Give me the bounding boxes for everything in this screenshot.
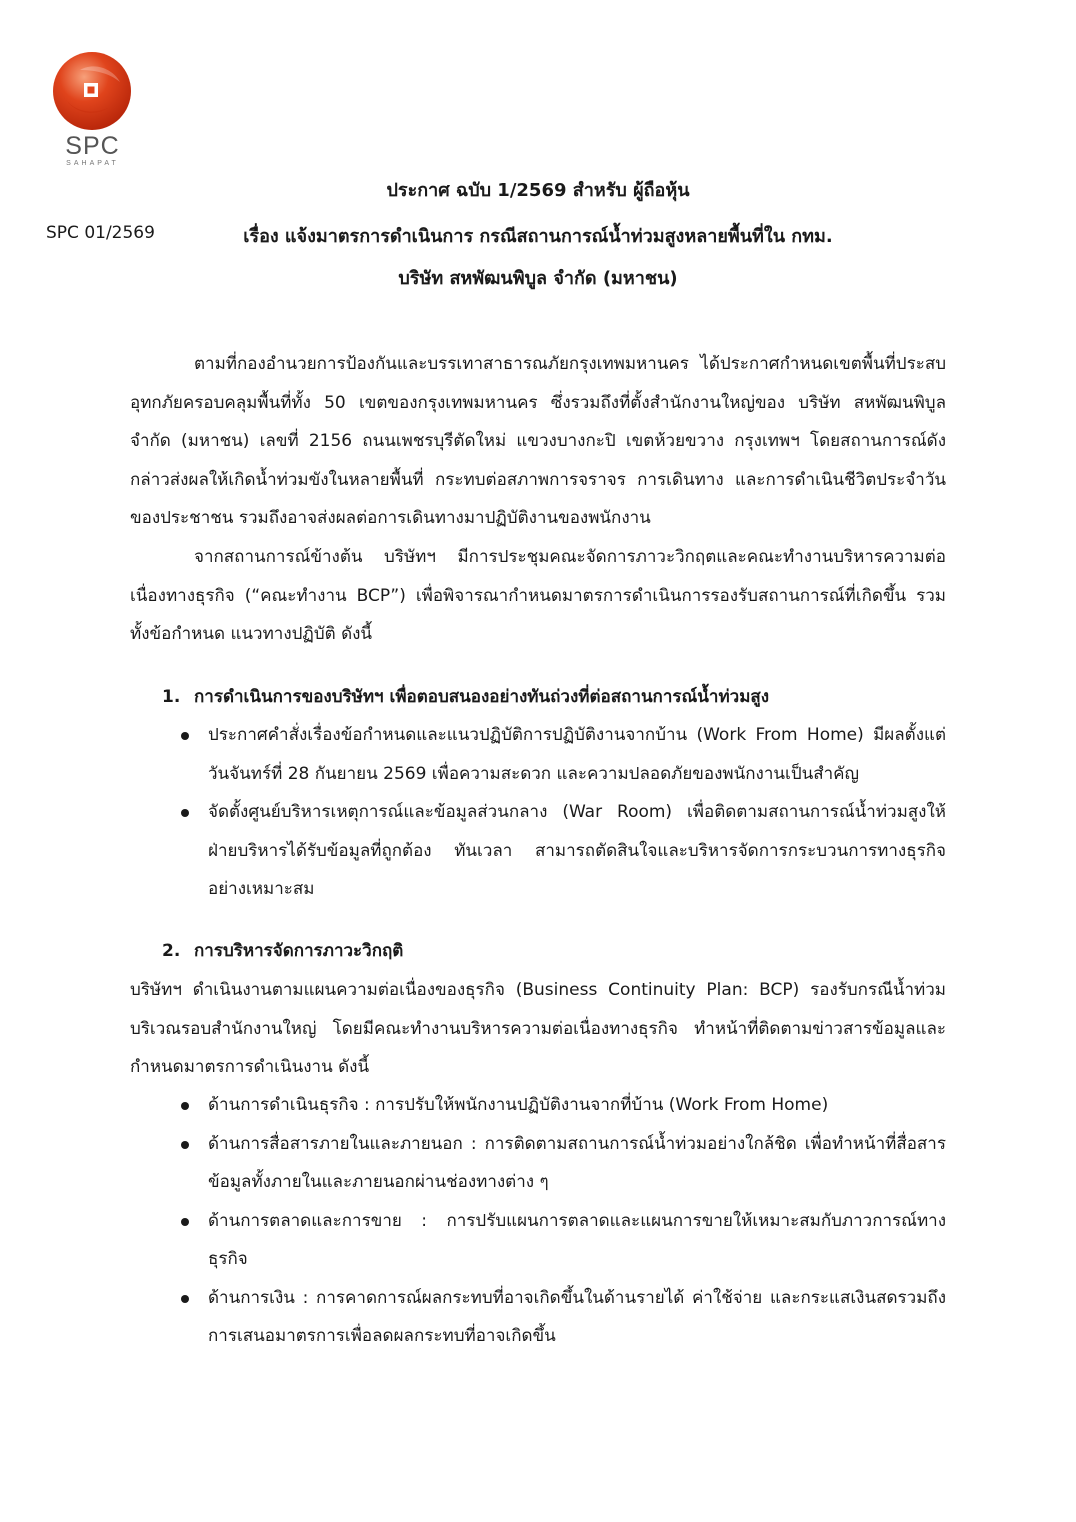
list-item: ประกาศคำสั่งเรื่องข้อกำหนดและแนวปฏิบัติการปฏิบัติงานจากบ้าน (Work From Home) มีผลตั้งแต่วันจันทร์ที่ 28 กันยายน 2569 เพื่อความสะดวก และความปลอดภัยของพนักงานเป็นสำคัญ xyxy=(178,716,946,793)
bullet-icon xyxy=(181,1141,189,1149)
list-item: จัดตั้งศูนย์บริหารเหตุการณ์และข้อมูลส่วนกลาง (War Room) เพื่อติดตามสถานการณ์น้ำท่วมสูงให้ฝ่ายบริหารได้รับข้อมูลที่ถูกต้อง ทันเวลา สามารถตัดสินใจและบริหารจัดการกระบวนการทางธุรกิจอย่างเหมาะสม xyxy=(178,793,946,909)
intro-paragraph-2 xyxy=(130,538,946,654)
announcement-subject: เรื่อง แจ้งมาตรการดำเนินการ กรณีสถานการณ์น้ำท่วมสูงหลายพื้นที่ใน กทม. xyxy=(243,226,833,247)
logo-text: SPC xyxy=(65,132,120,160)
intro-text-1: ตามที่กองอำนวยการป้องกันและบรรเทาสาธารณภัยกรุงเทพมหานคร ได้ประกาศกำหนดเขตพื้นที่ประสบอุทกภัยครอบคลุมพื้นที่ทั้ง 50 เขตของกรุงเทพมหานคร ซึ่งรวมถึงที่ตั้งสำนักงานใหญ่ของ บริษัท สหพัฒนพิบูล จำกัด (มหาชน) เลขที่ 2156 ถนนเพชรบุรีตัดใหม่ แขวงบางกะปิ เขตห้วยขวาง กรุงเทพฯ โดยสถานการณ์ดังกล่าวส่งผลให้เกิดน้ำท่วมขังในหลายพื้นที่ กระทบต่อสภาพการจราจร การเดินทาง และการดำเนินชีวิตประจำวันของประชาชน รวมถึงอาจส่งผลต่อการเดินทางมาปฏิบัติงานของพนักงาน xyxy=(130,354,946,528)
bullet-icon xyxy=(181,1295,189,1303)
bullet-icon xyxy=(181,809,189,817)
intro-text-2: จากสถานการณ์ข้างต้น บริษัทฯ มีการประชุมคณะจัดการภาวะวิกฤตและคณะทำงานบริหารความต่อเนื่องทางธุรกิจ (“คณะทำงาน BCP”) เพื่อพิจารณากำหนดมาตรการดำเนินการรองรับสถานการณ์ที่เกิดขึ้น รวมทั้งข้อกำหนด แนวทางปฏิบัติ ดังนี้ xyxy=(130,547,946,644)
section-1-heading xyxy=(162,684,952,710)
section-1-bullet-list xyxy=(178,716,946,909)
section-2-paragraph xyxy=(130,971,946,1087)
company-logo xyxy=(50,50,135,172)
company-name: บริษัท สหพัฒนพิบูล จำกัด (มหาชน) xyxy=(398,268,678,289)
spc-logo-icon xyxy=(50,50,135,135)
bullet-icon xyxy=(181,1218,189,1226)
section-1-title: การดำเนินการของบริษัทฯ เพื่อตอบสนองอย่างทันถ่วงที่ต่อสถานการณ์น้ำท่วมสูง xyxy=(194,687,770,707)
section-2-heading xyxy=(162,938,952,964)
list-item: ด้านการตลาดและการขาย : การปรับแผนการตลาดและแผนการขายให้เหมาะสมกับภาวการณ์ทางธุรกิจ xyxy=(178,1202,946,1279)
document-number: SPC 01/2569 xyxy=(46,223,155,243)
logo-subtext: SAHAPAT xyxy=(66,160,119,167)
section-2-number: 2. xyxy=(162,941,181,961)
list-item: ด้านการเงิน : การคาดการณ์ผลกระทบที่อาจเกิดขึ้นในด้านรายได้ ค่าใช้จ่าย และกระแสเงินสดรวมถึงการเสนอมาตรการเพื่อลดผลกระทบที่อาจเกิดขึ้น xyxy=(178,1279,946,1356)
bullet-icon xyxy=(181,1102,189,1110)
section-2-bullet-list xyxy=(178,1086,946,1356)
bullet-icon xyxy=(181,732,189,740)
list-item: ด้านการสื่อสารภายในและภายนอก : การติดตามสถานการณ์น้ำท่วมอย่างใกล้ชิด เพื่อทำหน้าที่สื่อสารข้อมูลทั้งภายในและภายนอกผ่านช่องทางต่าง ๆ xyxy=(178,1125,946,1202)
intro-paragraph-1 xyxy=(130,345,946,538)
section-2-text: บริษัทฯ ดำเนินงานตามแผนความต่อเนื่องของธุรกิจ (Business Continuity Plan: BCP) รองรับกรณีน้ำท่วมบริเวณรอบสำนักงานใหญ่ โดยมีคณะทำงานบริหารความต่อเนื่องทางธุรกิจ ทำหน้าที่ติดตามข่าวสารข้อมูลและกำหนดมาตรการดำเนินงาน ดังนี้ xyxy=(130,980,946,1077)
section-2-title: การบริหารจัดการภาวะวิกฤติ xyxy=(194,941,404,961)
section-1-number: 1. xyxy=(162,687,181,707)
announcement-title: ประกาศ ฉบับ 1/2569 สำหรับ ผู้ถือหุ้น xyxy=(386,180,690,201)
list-item: ด้านการดำเนินธุรกิจ : การปรับให้พนักงานปฏิบัติงานจากที่บ้าน (Work From Home) xyxy=(178,1086,946,1125)
